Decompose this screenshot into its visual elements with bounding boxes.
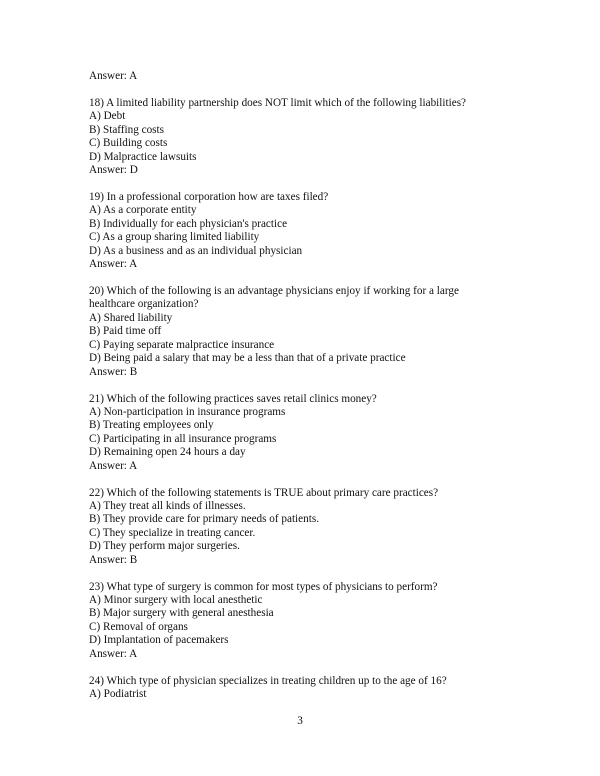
- option-a: A) Podiatrist: [89, 688, 147, 700]
- answer: Answer: B: [89, 365, 138, 378]
- option-a: A) They treat all kinds of illnesses.: [89, 499, 246, 512]
- option-d: D) Malpractice lawsuits: [89, 150, 197, 163]
- question-stem: 19) In a professional corporation how are taxes filed?: [89, 191, 329, 204]
- question-22: [89, 487, 559, 567]
- option-b: B) Major surgery with general anesthesia: [89, 607, 274, 620]
- option-c: C) Participating in all insurance programs: [89, 432, 277, 445]
- previous-answer: Answer: A: [89, 70, 138, 82]
- question-stem-line-2: healthcare organization?: [89, 298, 199, 311]
- option-c: C) As a group sharing limited liability: [89, 231, 260, 244]
- question-stem: 18) A limited liability partnership does NOT limit which of the following liabilities?: [89, 97, 467, 109]
- option-c: C) They specialize in treating cancer.: [89, 526, 256, 539]
- option-c: C) Paying separate malpractice insurance: [89, 338, 275, 351]
- option-a: A) Non-participation in insurance programs: [89, 405, 286, 418]
- option-d: D) Being paid a salary that may be a less than that of a private practice: [89, 352, 406, 365]
- option-a: A) Debt: [89, 110, 126, 123]
- question-18: [89, 97, 559, 177]
- answer: Answer: D: [89, 164, 138, 177]
- option-c: C) Building costs: [89, 137, 168, 150]
- question-stem: 23) What type of surgery is common for most types of physicians to perform?: [89, 580, 438, 593]
- answer: Answer: B: [89, 553, 138, 566]
- option-b: B) Staffing costs: [89, 123, 164, 136]
- option-b: B) Treating employees only: [89, 419, 214, 432]
- question-stem: 22) Which of the following statements is TRUE about primary care practices?: [89, 486, 439, 499]
- answer: Answer: A: [89, 459, 138, 472]
- option-c: C) Removal of organs: [89, 620, 188, 633]
- question-stem: 24) Which type of physician specializes in treating children up to the age of 16?: [89, 674, 447, 687]
- answer: Answer: A: [89, 258, 138, 271]
- option-a: A) Minor surgery with local anesthetic: [89, 593, 263, 606]
- option-b: B) Individually for each physician's practice: [89, 217, 288, 230]
- question-21: [89, 393, 559, 473]
- option-b: B) They provide care for primary needs of patients.: [89, 513, 319, 526]
- question-stem-line-1: 20) Which of the following is an advantage physicians enjoy if working for a large: [89, 285, 459, 298]
- question-24: [89, 675, 559, 702]
- option-a: A) Shared liability: [89, 311, 173, 324]
- question-20: [89, 285, 559, 379]
- question-stem: 21) Which of the following practices saves retail clinics money?: [89, 392, 377, 405]
- option-a: A) As a corporate entity: [89, 204, 197, 217]
- option-b: B) Paid time off: [89, 325, 162, 338]
- question-23: [89, 581, 559, 661]
- option-d: D) Implantation of pacemakers: [89, 634, 229, 647]
- page-number: 3: [297, 715, 303, 727]
- option-d: D) Remaining open 24 hours a day: [89, 446, 246, 459]
- question-19: [89, 191, 559, 271]
- question-list: [89, 70, 559, 701]
- option-d: D) They perform major surgeries.: [89, 540, 240, 553]
- option-d: D) As a business and as an individual physician: [89, 244, 303, 257]
- answer: Answer: A: [89, 647, 138, 660]
